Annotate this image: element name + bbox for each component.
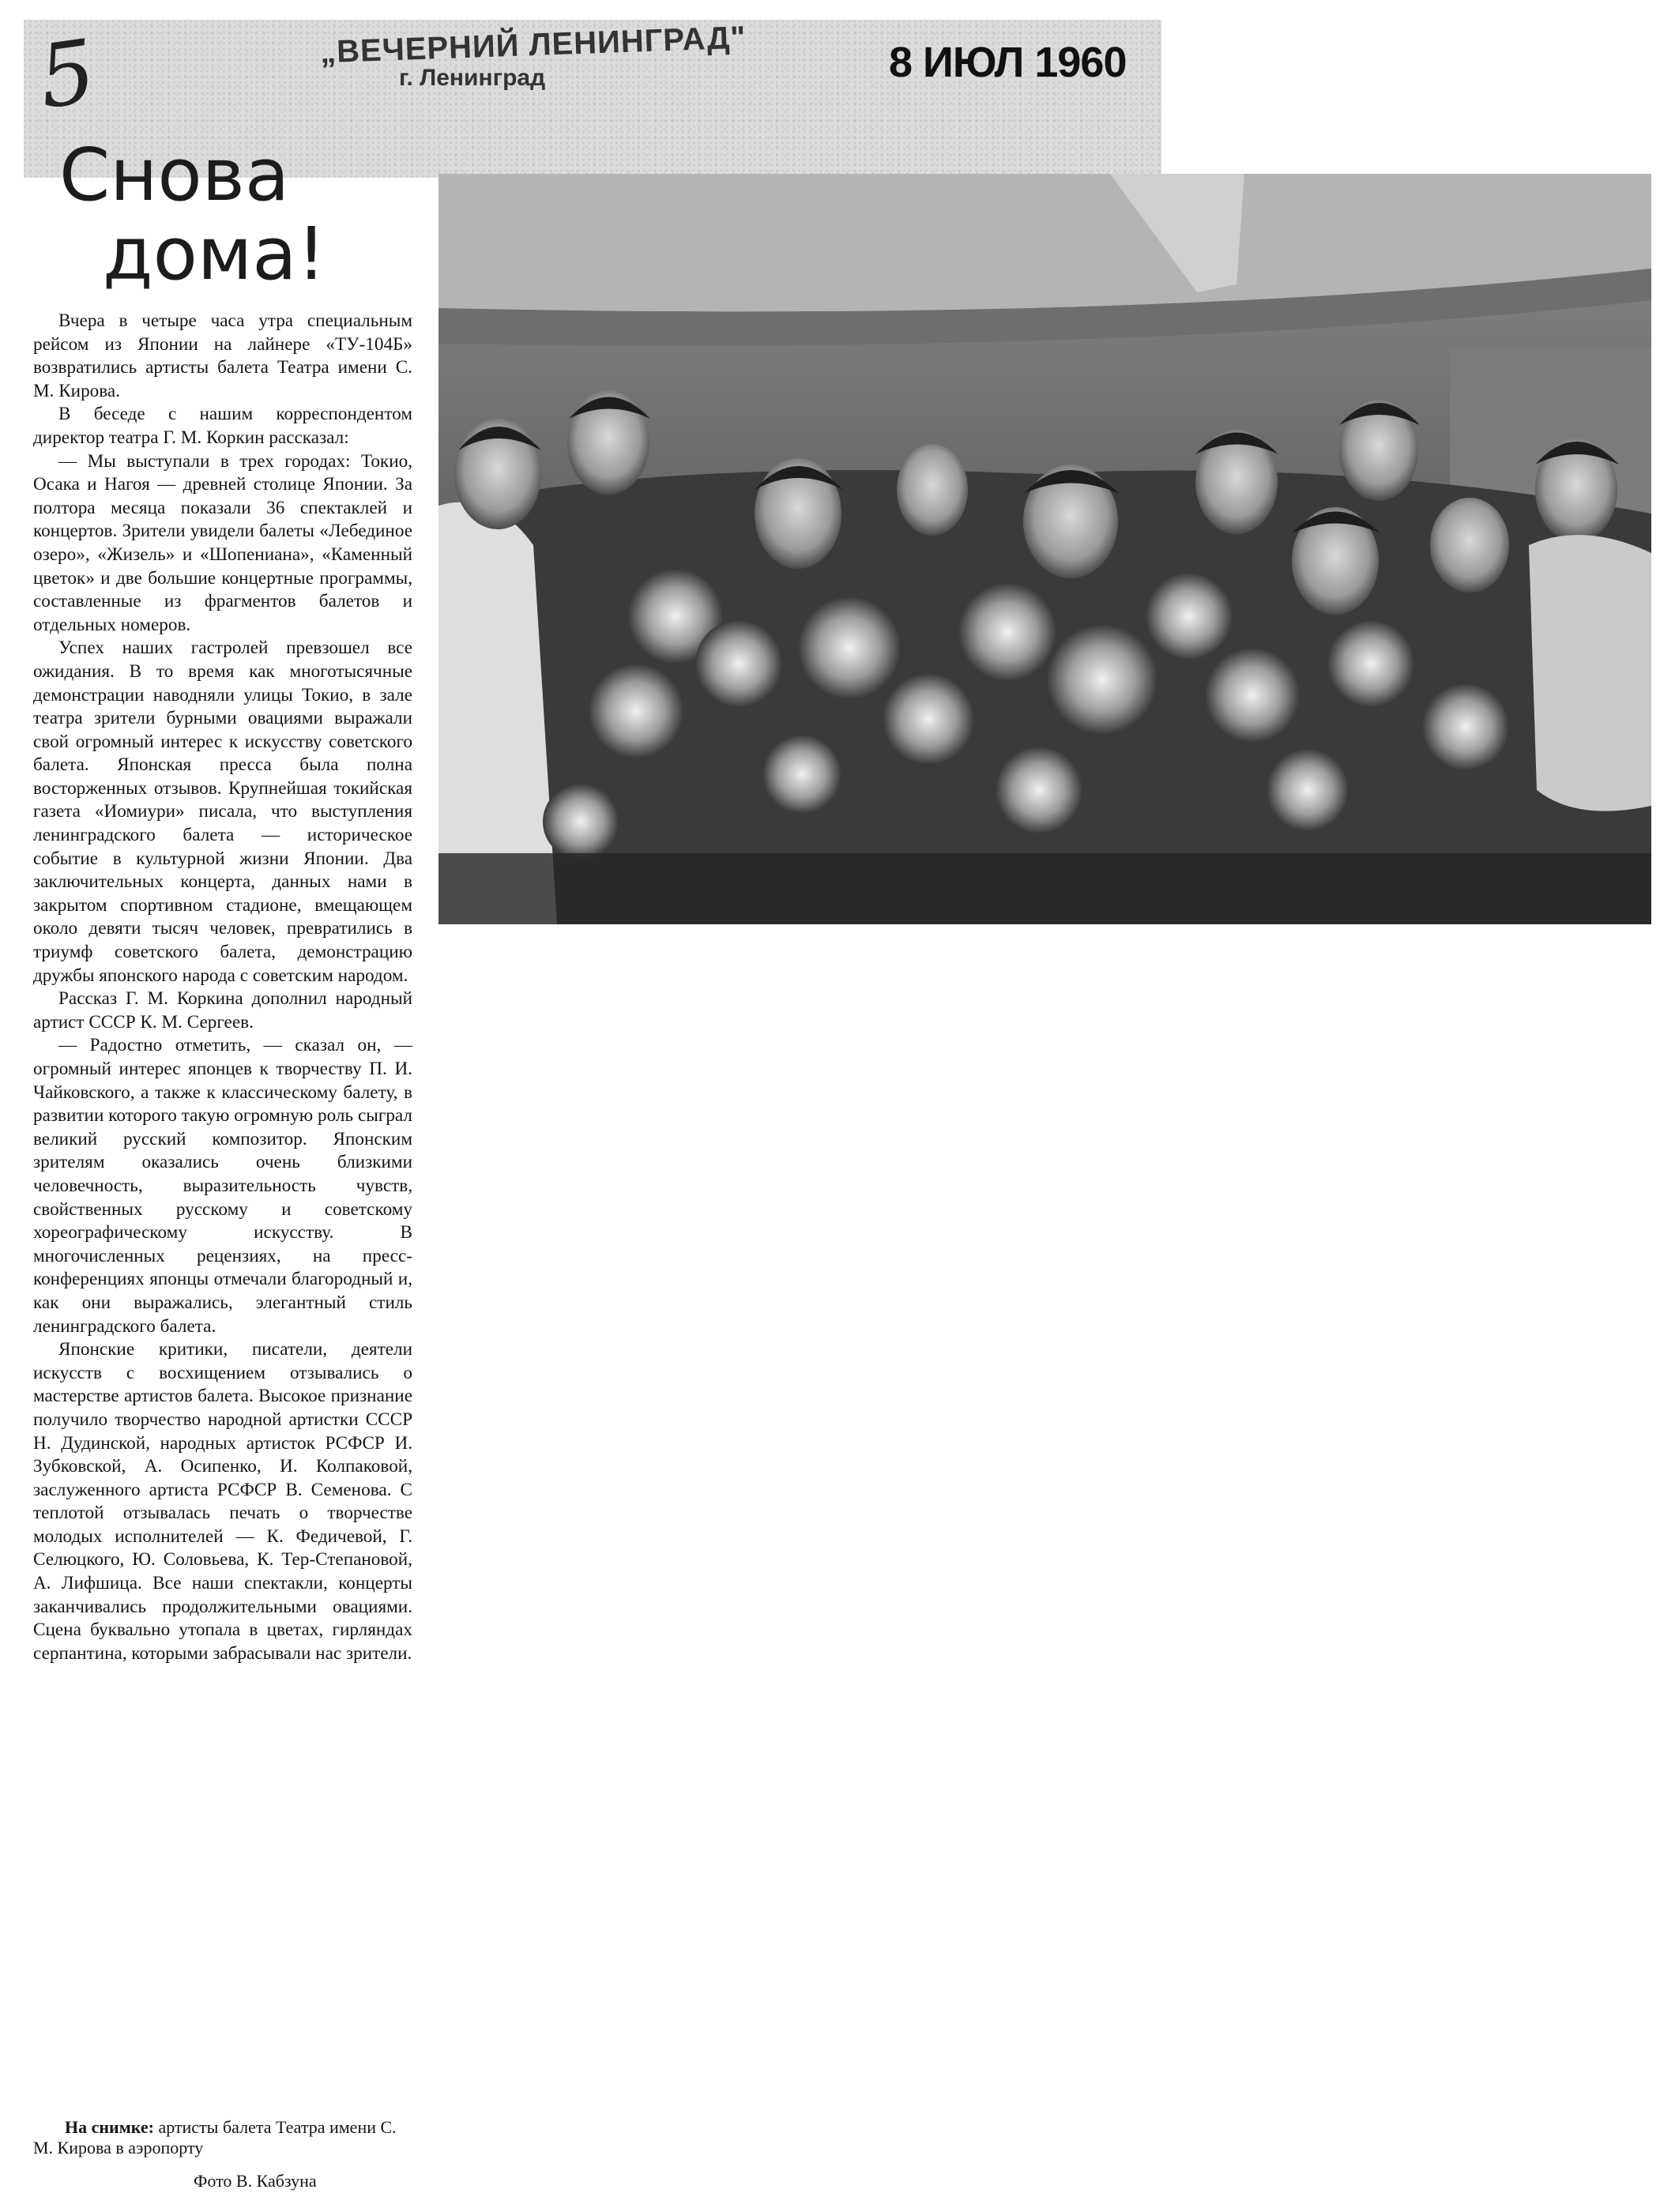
article-paragraph: Успех наших гастролей превзошел все ожидания. В то время как многотысячные демонстрации наводняли улицы Токио, в зале театра зрители бурными овациями выражали свой огромный интерес к искусству советского балета. Японская пресса была полна восторженных отзывов. Крупнейшая токийская газета «Иомиури» писала, что выступления ленинградского балета — историческое событие в культурной жизни Японии. Два заключительных концерта, данных нами в закрытом спортивном стадионе, вмещающем около девяти тысяч человек, превратились в триумф советского балета, демонстрацию дружбы японского народа с советским народом. <box>33 638 412 986</box>
article-paragraph: — Мы выступали в трех городах: Токио, Осака и Нагоя — древней столице Японии. За полтора месяца показали 36 спектаклей и концертов. Зрители увидели балеты «Лебединое озеро», «Жизель» и «Шопениана», «Каменный цветок» и две большие концертные программы, составленные из фрагментов балетов и отдельных номеров. <box>33 450 412 635</box>
news-photograph <box>439 174 1651 924</box>
article-paragraph: Вчера в четыре часа утра специальным рейсом из Японии на лайнере «ТУ-104Б» возвратились артисты балета Театра имени С. М. Кирова. <box>33 310 412 401</box>
article-paragraph: Рассказ Г. М. Коркина дополнил народный артист СССР К. М. Сергеев. <box>33 988 412 1033</box>
article-paragraph: Японские критики, писатели, деятели искусств с восхищением отзывались о мастерстве артистов балета. Высокое признание получило творчество народной артистки СССР Н. Дудинской, народных артисток РСФСР И. Зубковской, А. Осипенко, И. Колпаковой, заслуженного артиста РСФСР В. Семенова. С теплотой отзывалась печать о творчестве молодых исполнителей — К. Федичевой, Г. Селюцкого, Ю. Соловьева, К. Тер-Степановой, А. Лифшица. Все наши спектакли, концерты заканчивались продолжительными овациями. Сцена буквально утопала в цветах, гирляндах серпантина, которыми забрасывали нас зрители. <box>33 1339 412 1664</box>
page-number: 5 <box>32 20 102 129</box>
headline <box>59 133 407 296</box>
article-paragraph: В беседе с нашим корреспондентом директор театра Г. М. Коркин рассказал: <box>33 404 412 448</box>
newspaper-name: „ВЕЧЕРНИЙ ЛЕНИНГРАД" <box>319 20 747 70</box>
photo-credit: Фото В. Кабзуна <box>194 2171 317 2191</box>
article-body <box>33 310 412 1665</box>
city-line: г. Ленинград <box>399 65 546 91</box>
article-paragraph: — Радостно отметить, — сказал он, — огромный интерес японцев к творчеству П. И. Чайковского, а также к классическому балету, в развитии которого такую огромную роль сыграл великий русский композитор. Японским зрителям оказались очень близкими человечность, выразительность чувств, свойственных русскому и советскому хореографическому искусству. В многочисленных рецензиях, на пресс-конференциях японцы отмечали благородный и, как они выражались, элегантный стиль ленинградского балета. <box>33 1035 412 1337</box>
photo-caption <box>33 2117 408 2158</box>
headline-line-1: Снова <box>59 133 290 217</box>
caption-text: артисты балета Театра имени С. М. Кирова в аэропорту <box>33 2117 397 2157</box>
headline-line-2: дома! <box>103 212 326 296</box>
photo-artwork <box>439 174 1651 924</box>
date-stamp: 8 ИЮЛ 1960 <box>889 39 1127 86</box>
caption-lead: На снимке: <box>65 2117 154 2137</box>
